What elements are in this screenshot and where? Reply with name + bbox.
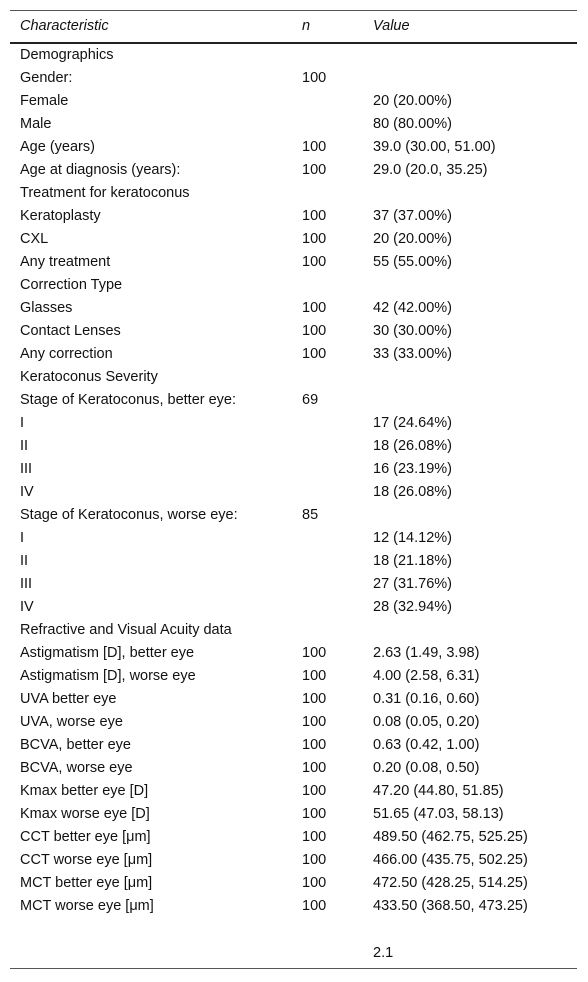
cell-value: 20 (20.00%) xyxy=(373,231,452,247)
table-row xyxy=(10,366,577,389)
table-row xyxy=(10,780,577,803)
table-row xyxy=(10,458,577,481)
cell-n: 100 xyxy=(302,783,327,799)
table-row xyxy=(10,343,577,366)
cell-n xyxy=(302,182,373,205)
table-row xyxy=(10,159,577,182)
cell-n xyxy=(302,274,373,297)
cell-value xyxy=(373,619,577,642)
table-row xyxy=(10,67,577,90)
cell-n: 100 xyxy=(302,70,327,86)
cell-value: 30 (30.00%) xyxy=(373,323,452,339)
table-row xyxy=(10,412,577,435)
cell-characteristic: IV xyxy=(20,599,34,615)
table-row xyxy=(10,320,577,343)
table-row xyxy=(10,757,577,780)
table-row xyxy=(10,688,577,711)
cell-n: 100 xyxy=(302,714,327,730)
table-row xyxy=(10,251,577,274)
cell-n: 100 xyxy=(302,323,327,339)
cell-characteristic: Refractive and Visual Acuity data xyxy=(20,622,232,638)
cell-n: 100 xyxy=(302,691,327,707)
cell-characteristic: III xyxy=(20,576,33,592)
cell-n xyxy=(302,435,373,458)
cell-characteristic: Contact Lenses xyxy=(20,323,121,339)
table-row xyxy=(10,895,577,918)
table-row xyxy=(10,43,577,67)
cell-characteristic: Kmax worse eye [D] xyxy=(20,806,150,822)
cell-characteristic: Any treatment xyxy=(20,254,111,270)
cell-n: 100 xyxy=(302,208,327,224)
cell-n: 100 xyxy=(302,668,327,684)
cell-n xyxy=(302,412,373,435)
cell-n: 100 xyxy=(302,300,327,316)
cell-value: 80 (80.00%) xyxy=(373,116,452,132)
cell-characteristic: BCVA, worse eye xyxy=(20,760,133,776)
cell-characteristic: Stage of Keratoconus, better eye: xyxy=(20,392,237,408)
table-row xyxy=(10,596,577,619)
cell-characteristic: Kmax better eye [D] xyxy=(20,783,149,799)
cell-characteristic: Keratoconus Severity xyxy=(20,369,158,385)
table-row xyxy=(10,389,577,412)
cell-value: 51.65 (47.03, 58.13) xyxy=(373,806,504,822)
table-row xyxy=(10,182,577,205)
cell-characteristic: Correction Type xyxy=(20,277,123,293)
cell-n: 100 xyxy=(302,737,327,753)
cell-value: 4.00 (2.58, 6.31) xyxy=(373,668,480,684)
cell-value: 16 (23.19%) xyxy=(373,461,452,477)
cell-characteristic: Age at diagnosis (years): xyxy=(20,162,181,178)
cell-characteristic: CCT worse eye [μm] xyxy=(20,852,153,868)
table-row xyxy=(10,872,577,895)
cell-n xyxy=(302,573,373,596)
cell-n: 100 xyxy=(302,760,327,776)
cell-characteristic: Keratoplasty xyxy=(20,208,101,224)
cell-characteristic: II xyxy=(20,438,29,454)
cell-value: 28 (32.94%) xyxy=(373,599,452,615)
cell-value: 2.63 (1.49, 3.98) xyxy=(373,645,480,661)
footer-value: 2.1 xyxy=(373,944,394,961)
cell-n xyxy=(302,596,373,619)
header-n: n xyxy=(302,11,373,43)
cell-value: 12 (14.12%) xyxy=(373,530,452,546)
table-row xyxy=(10,481,577,504)
cell-value: 20 (20.00%) xyxy=(373,93,452,109)
cell-n: 100 xyxy=(302,645,327,661)
cell-value: 18 (26.08%) xyxy=(373,484,452,500)
cell-value xyxy=(373,274,577,297)
table-row xyxy=(10,90,577,113)
cell-characteristic: III xyxy=(20,461,33,477)
cell-value: 33 (33.00%) xyxy=(373,346,452,362)
cell-value: 489.50 (462.75, 525.25) xyxy=(373,829,528,845)
cell-value xyxy=(373,366,577,389)
table-row xyxy=(10,665,577,688)
cell-characteristic: CXL xyxy=(20,231,49,247)
table-header xyxy=(10,11,577,43)
characteristics-table xyxy=(10,11,577,965)
cell-n: 100 xyxy=(302,346,327,362)
table-row xyxy=(10,435,577,458)
cell-characteristic: Male xyxy=(20,116,52,132)
cell-characteristic: Treatment for keratoconus xyxy=(20,185,190,201)
cell-characteristic: UVA better eye xyxy=(20,691,117,707)
table-row xyxy=(10,504,577,527)
cell-value: 466.00 (435.75, 502.25) xyxy=(373,852,528,868)
cell-value: 0.08 (0.05, 0.20) xyxy=(373,714,480,730)
table-row xyxy=(10,826,577,849)
table-row xyxy=(10,619,577,642)
cell-value: 0.31 (0.16, 0.60) xyxy=(373,691,480,707)
cell-value: 47.20 (44.80, 51.85) xyxy=(373,783,504,799)
characteristics-table-frame xyxy=(10,10,577,969)
table-row xyxy=(10,849,577,872)
cell-value: 55 (55.00%) xyxy=(373,254,452,270)
cell-n: 100 xyxy=(302,875,327,891)
table-row xyxy=(10,573,577,596)
cell-n: 100 xyxy=(302,806,327,822)
cell-n: 100 xyxy=(302,852,327,868)
cell-n xyxy=(302,458,373,481)
table-row xyxy=(10,550,577,573)
cell-value xyxy=(373,67,577,90)
cell-n xyxy=(302,43,373,67)
cell-value: 42 (42.00%) xyxy=(373,300,452,316)
table-row xyxy=(10,228,577,251)
table-row xyxy=(10,734,577,757)
table-row xyxy=(10,527,577,550)
cell-characteristic: Female xyxy=(20,93,69,109)
header-value: Value xyxy=(373,11,577,43)
table-row xyxy=(10,113,577,136)
header-characteristic: Characteristic xyxy=(10,11,302,43)
cell-characteristic: Age (years) xyxy=(20,139,95,155)
cell-value: 18 (21.18%) xyxy=(373,553,452,569)
table-footer-row xyxy=(10,941,577,965)
cell-characteristic: MCT worse eye [μm] xyxy=(20,898,154,914)
cell-value xyxy=(373,182,577,205)
cell-characteristic: MCT better eye [μm] xyxy=(20,875,153,891)
cell-n: 100 xyxy=(302,898,327,914)
cell-value: 18 (26.08%) xyxy=(373,438,452,454)
cell-n xyxy=(302,619,373,642)
cell-value: 17 (24.64%) xyxy=(373,415,452,431)
cell-n xyxy=(302,527,373,550)
cell-n: 85 xyxy=(302,507,319,523)
cell-n: 100 xyxy=(302,254,327,270)
cell-characteristic: UVA, worse eye xyxy=(20,714,123,730)
cell-n xyxy=(302,550,373,573)
cell-value xyxy=(373,389,577,412)
cell-value: 472.50 (428.25, 514.25) xyxy=(373,875,528,891)
cell-n: 100 xyxy=(302,829,327,845)
cell-value: 29.0 (20.0, 35.25) xyxy=(373,162,488,178)
cell-characteristic: Astigmatism [D], worse eye xyxy=(20,668,196,684)
cell-value: 0.20 (0.08, 0.50) xyxy=(373,760,480,776)
cell-characteristic: Any correction xyxy=(20,346,113,362)
cell-n xyxy=(302,113,373,136)
cell-value: 433.50 (368.50, 473.25) xyxy=(373,898,528,914)
table-body xyxy=(10,43,577,965)
cell-characteristic: Gender: xyxy=(20,70,73,86)
table-row xyxy=(10,803,577,826)
cell-value: 27 (31.76%) xyxy=(373,576,452,592)
table-row xyxy=(10,711,577,734)
table-row xyxy=(10,205,577,228)
cell-n xyxy=(302,481,373,504)
cell-value: 0.63 (0.42, 1.00) xyxy=(373,737,480,753)
cell-n: 100 xyxy=(302,162,327,178)
cell-value: 37 (37.00%) xyxy=(373,208,452,224)
cell-value: 39.0 (30.00, 51.00) xyxy=(373,139,496,155)
cell-characteristic: CCT better eye [μm] xyxy=(20,829,151,845)
cell-value xyxy=(373,43,577,67)
table-row xyxy=(10,136,577,159)
cell-characteristic: Glasses xyxy=(20,300,73,316)
table-row xyxy=(10,274,577,297)
cell-characteristic: Stage of Keratoconus, worse eye: xyxy=(20,507,238,523)
cell-value xyxy=(373,504,577,527)
cell-n: 100 xyxy=(302,231,327,247)
header-row xyxy=(10,11,577,43)
cell-characteristic: I xyxy=(20,415,25,431)
cell-n xyxy=(302,366,373,389)
cell-n: 69 xyxy=(302,392,319,408)
cell-characteristic: IV xyxy=(20,484,34,500)
cell-n: 100 xyxy=(302,139,327,155)
table-spacer-row xyxy=(10,918,577,941)
table-row xyxy=(10,297,577,320)
cell-characteristic: Astigmatism [D], better eye xyxy=(20,645,195,661)
cell-characteristic: Demographics xyxy=(20,47,114,63)
cell-characteristic: II xyxy=(20,553,29,569)
cell-characteristic: I xyxy=(20,530,25,546)
table-row xyxy=(10,642,577,665)
cell-characteristic: BCVA, better eye xyxy=(20,737,131,753)
cell-n xyxy=(302,90,373,113)
